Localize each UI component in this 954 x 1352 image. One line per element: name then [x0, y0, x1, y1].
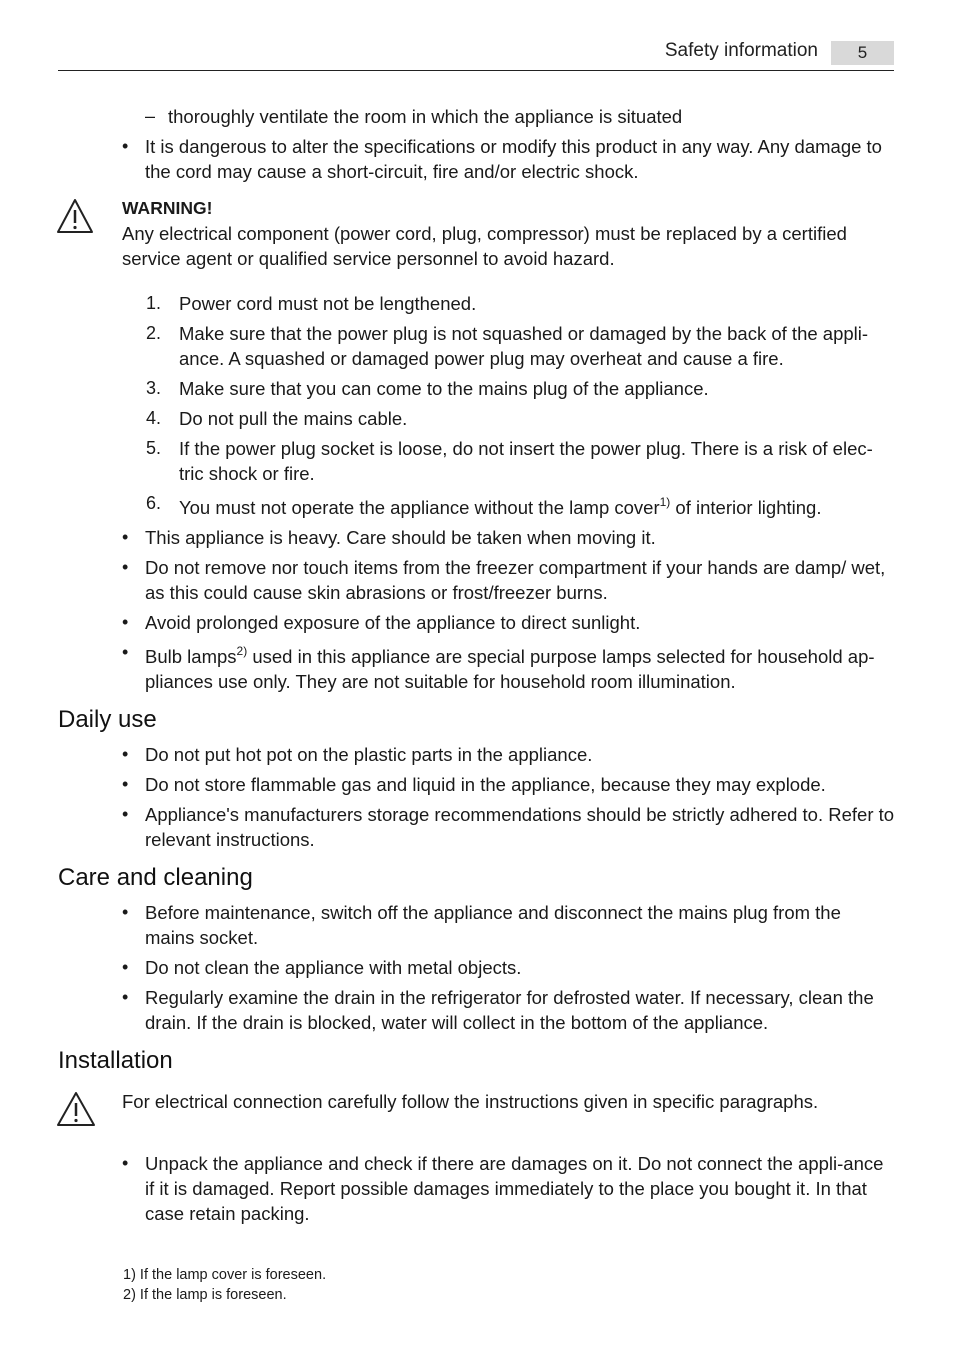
list-item: Do not clean the appliance with metal objects. [145, 957, 522, 978]
list-item: Before maintenance, switch off the appliance and disconnect the mains plug from the mains socket. [145, 902, 841, 948]
numbered-item: Do not pull the mains cable. [179, 408, 408, 429]
list-number: 3. [146, 378, 162, 398]
bullet-marker: • [122, 987, 129, 1007]
bullet-marker: • [122, 136, 129, 156]
header-rule [58, 70, 894, 71]
bullet-marker: • [122, 957, 129, 977]
numbered-item-lamp-cover [179, 495, 895, 520]
dash-marker: – [145, 106, 156, 126]
item-text: of interior lighting. [670, 497, 822, 518]
warning-title: WARNING! [122, 198, 213, 218]
dash-item-ventilate: thoroughly ventilate the room in which the appliance is situated [168, 106, 683, 127]
list-number: 1. [146, 293, 162, 313]
numbered-item: Power cord must not be lengthened. [179, 293, 477, 314]
heading-care-and-cleaning: Care and cleaning [58, 864, 253, 891]
list-item: Appliance's manufacturers storage recommendations should be strictly adhered to. Refer to relevant instructions. [145, 804, 895, 850]
bullet-marker: • [122, 902, 129, 922]
bullet-bulb-lamps [145, 644, 895, 694]
item-text: Bulb lamps [145, 646, 237, 667]
list-number: 5. [146, 438, 162, 458]
heading-installation: Installation [58, 1047, 173, 1074]
list-item: Do not put hot pot on the plastic parts in the appliance. [145, 744, 593, 765]
bullet-marker: • [122, 1153, 129, 1173]
bullet-marker: • [122, 642, 129, 662]
item-text: You must not operate the appliance without the lamp cover [179, 497, 660, 518]
list-number: 2. [146, 323, 162, 343]
bullet-marker: • [122, 744, 129, 764]
item-text: used in this appliance are special purpose lamps selected for household ap-pliances use only. They are not suitable for household room illumination. [145, 646, 875, 692]
footnote: 2) If the lamp is foreseen. [123, 1287, 287, 1303]
list-item: Unpack the appliance and check if there are damages on it. Do not connect the appli-ance if it is damaged. Report possible damages immediately to the place you bought it. In that case retain packing. [145, 1153, 884, 1224]
numbered-item: If the power plug socket is loose, do not insert the power plug. There is a risk of elec-tric shock or fire. [179, 438, 873, 484]
warning-triangle-icon [55, 1090, 97, 1128]
heading-daily-use: Daily use [58, 706, 157, 733]
installation-note: For electrical connection carefully follow the instructions given in specific paragraphs. [122, 1091, 819, 1112]
bullet-alter-specs: It is dangerous to alter the specifications or modify this product in any way. Any damage to the cord may cause a short-circuit, fire and/or electric shock. [145, 136, 882, 182]
list-number: 4. [146, 408, 162, 428]
footnote: 1) If the lamp cover is foreseen. [123, 1267, 327, 1283]
list-number: 6. [146, 493, 162, 513]
numbered-item: Make sure that you can come to the mains plug of the appliance. [179, 378, 709, 399]
bullet-freezer: Do not remove nor touch items from the freezer compartment if your hands are damp/ wet, as this could cause skin abrasions or frost/freezer burns. [145, 557, 886, 603]
warning-text: Any electrical component (power cord, plug, compressor) must be replaced by a certified service agent or qualified service personnel to avoid hazard. [122, 223, 847, 269]
bullet-marker: • [122, 557, 129, 577]
footnote-ref: 2) [236, 644, 248, 658]
page-number: 5 [831, 41, 894, 65]
list-item: Do not store flammable gas and liquid in the appliance, because they may explode. [145, 774, 826, 795]
numbered-item: Make sure that the power plug is not squashed or damaged by the back of the appli-ance. A squashed or damaged power plug may overheat and cause a fire. [179, 323, 869, 369]
bullet-marker: • [122, 774, 129, 794]
bullet-heavy: This appliance is heavy. Care should be taken when moving it. [145, 527, 656, 548]
running-header-title: Safety information [664, 40, 818, 61]
bullet-marker: • [122, 804, 129, 824]
warning-triangle-icon [55, 197, 95, 235]
bullet-sunlight: Avoid prolonged exposure of the appliance to direct sunlight. [145, 612, 641, 633]
bullet-marker: • [122, 612, 129, 632]
footnote-ref: 1) [659, 495, 671, 509]
bullet-marker: • [122, 527, 129, 547]
list-item: Regularly examine the drain in the refrigerator for defrosted water. If necessary, clean the drain. If the drain is blocked, water will collect in the bottom of the appliance. [145, 987, 874, 1033]
